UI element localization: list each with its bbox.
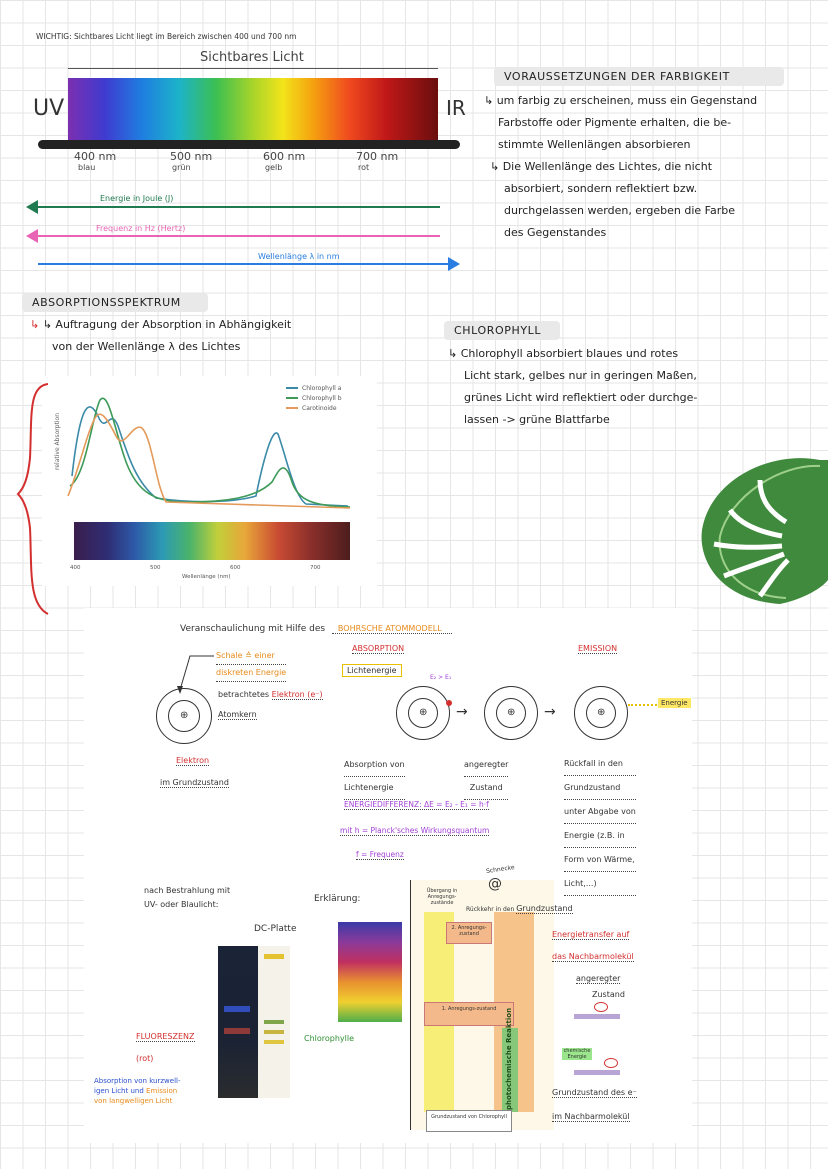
absorption-line-1-text: ↳ Auftragung der Absorption in Abhängigkeit (42, 318, 292, 331)
bohr-intro-fill: BOHRSCHE ATOMMODELL (332, 624, 452, 634)
e2e1-label: E₂ > E₁ (430, 674, 452, 681)
uv-label: UV (33, 96, 65, 121)
chlorophyll-text (448, 343, 808, 431)
abs-emission-line-3: von langwelligen Licht (94, 1097, 173, 1105)
chlorophyll-b-curve (70, 398, 350, 507)
col2-line-2: Zustand (464, 777, 508, 800)
schale-line-2: diskreten Energie (216, 665, 286, 682)
tick-700-color: rot (358, 163, 370, 172)
absorption-line-1 (30, 314, 291, 336)
legend-chlorophyll-b (286, 393, 342, 403)
col3-line-2: Grundzustand (564, 776, 636, 800)
absorption-line-2: von der Wellenlänge λ des Lichtes (52, 340, 241, 353)
schnecke-icon: @ (488, 876, 502, 892)
bohr-intro-text: Veranschaulichung mit Hilfe des (180, 624, 326, 634)
col2-line-1: angeregter (464, 754, 508, 777)
chlorophyll-line-2: Licht stark, gelbes nur in geringen Maßen, (464, 369, 697, 382)
abs-xtick-500: 500 (150, 565, 161, 571)
abs-emission-line-2 (94, 1086, 180, 1096)
atom-excited-nucleus: ⊕ (419, 707, 428, 718)
dc-plate-band-blue (224, 1006, 250, 1012)
tick-600-nm: 600 nm (263, 150, 306, 163)
atom1-pointer-lines (150, 650, 230, 730)
legend-chlorophyll-b-label: Chlorophyll b (302, 394, 342, 402)
grundzustand-col-text: Grundzustand (516, 904, 573, 913)
photochem-label: photochemische Reaktion (505, 1007, 513, 1110)
energietransfer-1: Energietransfer auf (552, 930, 630, 939)
chlorophyll-line-1: ↳ Chlorophyll absorbiert blaues und rotes (448, 347, 679, 360)
planck-line: mit h = Planck'sches Wirkungsquantum (340, 826, 490, 835)
col1-text (344, 754, 405, 800)
wellenlaenge-label: Wellenlänge λ in nm (258, 252, 340, 261)
energietransfer-2: das Nachbarmolekül (552, 952, 634, 961)
energie-label-box: Energie (658, 698, 691, 708)
fluoreszenz-label: FLUORESZENZ (136, 1032, 195, 1041)
elektron-line-colored: Elektron (e⁻) (271, 690, 323, 699)
absorption-header: ABSORPTION (352, 644, 405, 653)
farbigkeit-line-7: des Gegenstandes (504, 226, 607, 239)
ir-label: IR (446, 96, 466, 120)
lichtenergie-label: Lichtenergie (342, 664, 402, 677)
grundzustand-chl-box: Grundzustand von Chlorophyll (426, 1110, 512, 1132)
rot-label: (rot) (136, 1054, 154, 1063)
energie-arrow (26, 200, 440, 214)
chlorophyll-line-4: lassen -> grüne Blattfarbe (464, 413, 610, 426)
nachbar-level-top (574, 1014, 620, 1019)
abs-emission-line-2-a: igen Licht und (94, 1087, 144, 1095)
absorption-xlabel: Wellenlänge (nm) (182, 574, 231, 580)
frequenz-label: Frequenz in Hz (Hertz) (96, 224, 186, 233)
arrow-right-2-icon: → (544, 704, 556, 720)
bestrahlung-line-1: nach Bestrahlung mit (144, 886, 231, 895)
arrow-right-1-icon: → (456, 704, 468, 720)
angeregter-label: angeregter (576, 974, 621, 983)
emission-header: EMISSION (578, 644, 618, 653)
atom-excited-electron (446, 700, 452, 706)
absorption-legend (286, 383, 342, 413)
legend-carotinoide-swatch (286, 407, 298, 409)
dc-plate-band-red (224, 1028, 250, 1034)
dc-platte-label: DC-Platte (254, 924, 297, 934)
nachbar-level-bottom (574, 1070, 620, 1075)
arrows-svg (0, 0, 470, 280)
tick-500-nm: 500 nm (170, 150, 213, 163)
atom-emit-nucleus: ⊕ (597, 707, 606, 718)
farbigkeit-line-5: absorbiert, sondern reflektiert bzw. (504, 182, 698, 195)
abs-xtick-400: 400 (70, 565, 81, 571)
wellenlaenge-arrow (38, 257, 460, 271)
tick-400-color: blau (78, 163, 96, 172)
elektron-line-text: betrachtetes (218, 690, 270, 699)
legend-carotinoide (286, 403, 342, 413)
chem-energie-label: chemische Energie (563, 1048, 591, 1060)
tick-600-color: gelb (265, 163, 283, 172)
abs-xtick-700: 700 (310, 565, 321, 571)
abs-xtick-600: 600 (230, 565, 241, 571)
grundzustand-label: im Grundzustand (160, 778, 229, 787)
bohr-intro (180, 624, 452, 634)
farbigkeit-line-1: ↳ um farbig zu erscheinen, muss ein Gegenstand (484, 94, 758, 107)
anregung2-box: 2. Anregungs-zustand (446, 922, 492, 944)
legend-chlorophyll-a-swatch (286, 387, 298, 389)
freq-line: f = Frequenz (356, 850, 404, 859)
atomkern-label: Atomkern (218, 710, 257, 719)
chlorophyll-line-3: grünes Licht wird reflektiert oder durchge- (464, 391, 698, 404)
uebergang-label: Übergang in Anregungs-zustände (426, 888, 458, 906)
nachbar-atom-icon (594, 1002, 608, 1012)
farbigkeit-line-3: stimmte Wellenlängen absorbieren (498, 138, 691, 151)
anregung1-box: 1. Anregungs-zustand (424, 1002, 514, 1026)
col3-line-5: Form von Wärme, (564, 848, 636, 872)
col3-line-4: Energie (z.B. in (564, 824, 636, 848)
legend-carotinoide-label: Carotinoide (302, 404, 337, 412)
nachbar-label: im Nachbarmolekül (552, 1112, 630, 1121)
tick-700-nm: 700 nm (356, 150, 399, 163)
col3-line-6: Licht,...) (564, 872, 636, 896)
dc-band-1 (264, 954, 284, 959)
grund-e-label: Grundzustand des e⁻ (552, 1088, 637, 1097)
energie-wave (628, 704, 660, 706)
col3-text (564, 752, 636, 896)
rueckkehr-text: Rückkehr in den (466, 906, 515, 913)
sichtbares-label: Sichtbares Licht (200, 50, 304, 65)
chlorophyll-title: CHLOROPHYLL (444, 321, 560, 340)
schnecke-label: Schnecke (485, 864, 516, 875)
absorption-spectrum-band (74, 522, 350, 560)
legend-chlorophyll-b-swatch (286, 397, 298, 399)
bestrahlung-line-2: UV- oder Blaulicht: (144, 900, 219, 909)
elektron-line (218, 690, 323, 699)
abs-emission-line-1: Absorption von kurzwell- (94, 1077, 181, 1085)
carotinoide-curve (68, 414, 350, 508)
wichtig-note: WICHTIG: Sichtbares Licht liegt im Bereich zwischen 400 und 700 nm (36, 32, 297, 41)
energie-label: Energie in Joule (J) (100, 194, 174, 203)
elektron-label: Elektron (176, 756, 210, 765)
col3-line-1: Rückfall in den (564, 752, 636, 776)
dc-band-3 (264, 1030, 284, 1034)
nachbar-atom-2-icon (604, 1058, 618, 1068)
dc-band-4 (264, 1040, 284, 1044)
absorption-arrow-glyph: ↳ (30, 318, 40, 331)
monstera-leaf-icon (690, 440, 828, 610)
frequenz-arrow (26, 229, 440, 243)
legend-chlorophyll-a-label: Chlorophyll a (302, 384, 342, 392)
red-brace (14, 378, 54, 618)
atom-ground-nucleus: ⊕ (180, 710, 189, 721)
chlorophylle-label: Chlorophylle (304, 1034, 355, 1043)
energiedifferenz: ENERGIEDIFFERENZ: ΔE = E₂ - E₁ = h·f (344, 800, 489, 809)
col2-text (464, 754, 508, 800)
farbigkeit-text (484, 90, 824, 244)
col3-line-3: unter Abgabe von (564, 800, 636, 824)
tick-500-color: grün (172, 163, 191, 172)
dc-band-2 (264, 1020, 284, 1024)
absorption-ylabel: relative Absorption (54, 412, 61, 470)
atom-emit-start-nucleus: ⊕ (507, 707, 516, 718)
absorption-title: ABSORPTIONSSPEKTRUM (22, 293, 208, 312)
farbigkeit-line-4: ↳ Die Wellenlänge des Lichtes, die nicht (490, 160, 713, 173)
dc-plate-image (218, 946, 258, 1098)
farbigkeit-line-6: durchgelassen werden, ergeben die Farbe (504, 204, 736, 217)
abs-emission-line-2-b: Emission (146, 1087, 178, 1095)
erklaerung-label: Erklärung: (314, 894, 361, 904)
rueckkehr-label (466, 904, 573, 913)
farbigkeit-line-2: Farbstoffe oder Pigmente erhalten, die be- (498, 116, 732, 129)
bestrahlung-text (144, 884, 230, 912)
schale-line-1: Schale ≙ einer (216, 648, 286, 665)
col1-line-2: Lichtenergie (344, 777, 405, 800)
zustand-label: Zustand (592, 990, 625, 999)
tick-400-nm: 400 nm (74, 150, 117, 163)
dc-plate-white (258, 946, 290, 1098)
jablonski-spectrum (338, 922, 402, 1022)
col1-line-1: Absorption von (344, 754, 405, 777)
abs-emission-text (94, 1076, 180, 1106)
farbigkeit-title: VORAUSSETZUNGEN DER FARBIGKEIT (494, 67, 784, 86)
legend-chlorophyll-a (286, 383, 342, 393)
